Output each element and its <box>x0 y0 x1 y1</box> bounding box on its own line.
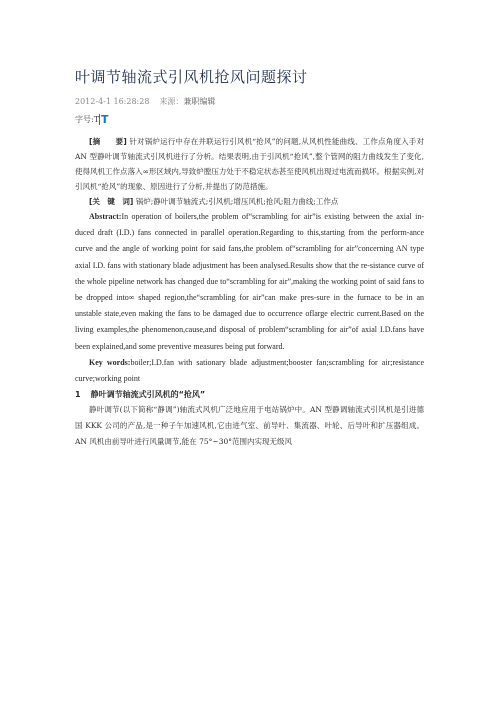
abstract-en-text: In operation of boilers,the problem of“scrambling for air”is existing between the axial in-duced draft (I.D.) fans connected in parallel operation.Regarding to this,starting from the perform-ance curve and the angle of working point for said fans,the problem of“scrambling for air”concerning AN type axial I.D. fans with stationary blade adjustment has been analysed.Results show that the re-sistance curve of the whole pipeline network has changed due to“scrambling for air”,making the working point of said fans to be dropped into∞ shaped region,the“scrambling for air”can make pres-sure in the furnace to be in an unstable state,even making the fans to be damaged due to occurrence oflarge electric current.Based on the living examples,the phenomenon,cause,and disposal of problem“scrambling for air”of axial I.D.fans have been explained,and some preventive measures being put forward. <box>75 212 424 351</box>
font-size-small-button[interactable]: 字号:T <box>75 115 100 124</box>
keywords-cn-label: [关 键 词] <box>89 197 134 206</box>
keywords-cn <box>75 194 424 209</box>
keywords-en-text: boiler;I.D.fan with sationary blade adjustment;booster fan;scrambling for air;resistance curve;working point <box>75 357 424 384</box>
abstract-cn-text: 针对锅炉运行中存在并联运行引风机“抢风”的问题,从风机性能曲线、工作点角度入手对 AN 型静叶调节轴流式引风机进行了分析。结果表明,由于引风机“抢风”,整个管网的阻力曲线发生了变化,使得风机工作点落入∞形区域内,导致炉膛压力处于不稳定状态甚至使风机出现过电流而损坏。根据实例,对引风机“抢风”的现象、原因进行了分析,并提出了防范措施。 <box>75 137 424 191</box>
keywords-en <box>75 355 424 387</box>
section-title: 静叶调节轴流式引风机的“抢风” <box>90 390 206 400</box>
article-meta <box>75 96 215 107</box>
source-label: 来源： <box>159 97 184 106</box>
abstract-cn <box>75 134 424 194</box>
section-paragraph: 静叶调节(以下简称“静调”)轴流式风机广泛地应用于电站锅炉中。AN 型静调轴流式引风机是引进德国 KKK 公司的产品,是一种子午加速风机,它由进气室、前导叶、集流器、叶轮、后导叶和扩压器组成。AN 风机由前导叶进行风量调节,能在 75°~30°范围内实现无级风 <box>75 405 424 447</box>
keywords-cn-text: 锅炉;静叶调节轴流式;引风机;增压风机;抢风;阻力曲线;工作点 <box>135 197 339 206</box>
font-size-large-button[interactable]: T <box>101 113 109 126</box>
abstract-en <box>75 209 424 355</box>
section-number: 1 <box>75 390 81 400</box>
article-body <box>75 134 424 450</box>
publish-date: 2012-4-1 16:28:28 <box>75 97 150 106</box>
article-title: 叶调节轴流式引风机抢风问题探讨 <box>75 68 308 86</box>
abstract-cn-label: [摘 要] <box>89 137 127 146</box>
section-heading <box>75 387 424 402</box>
abstract-en-label: Abstract: <box>89 212 122 221</box>
font-size-switcher <box>75 114 109 125</box>
source-link[interactable]: 兼职编辑 <box>183 97 216 106</box>
keywords-en-label: Key words: <box>89 357 131 367</box>
